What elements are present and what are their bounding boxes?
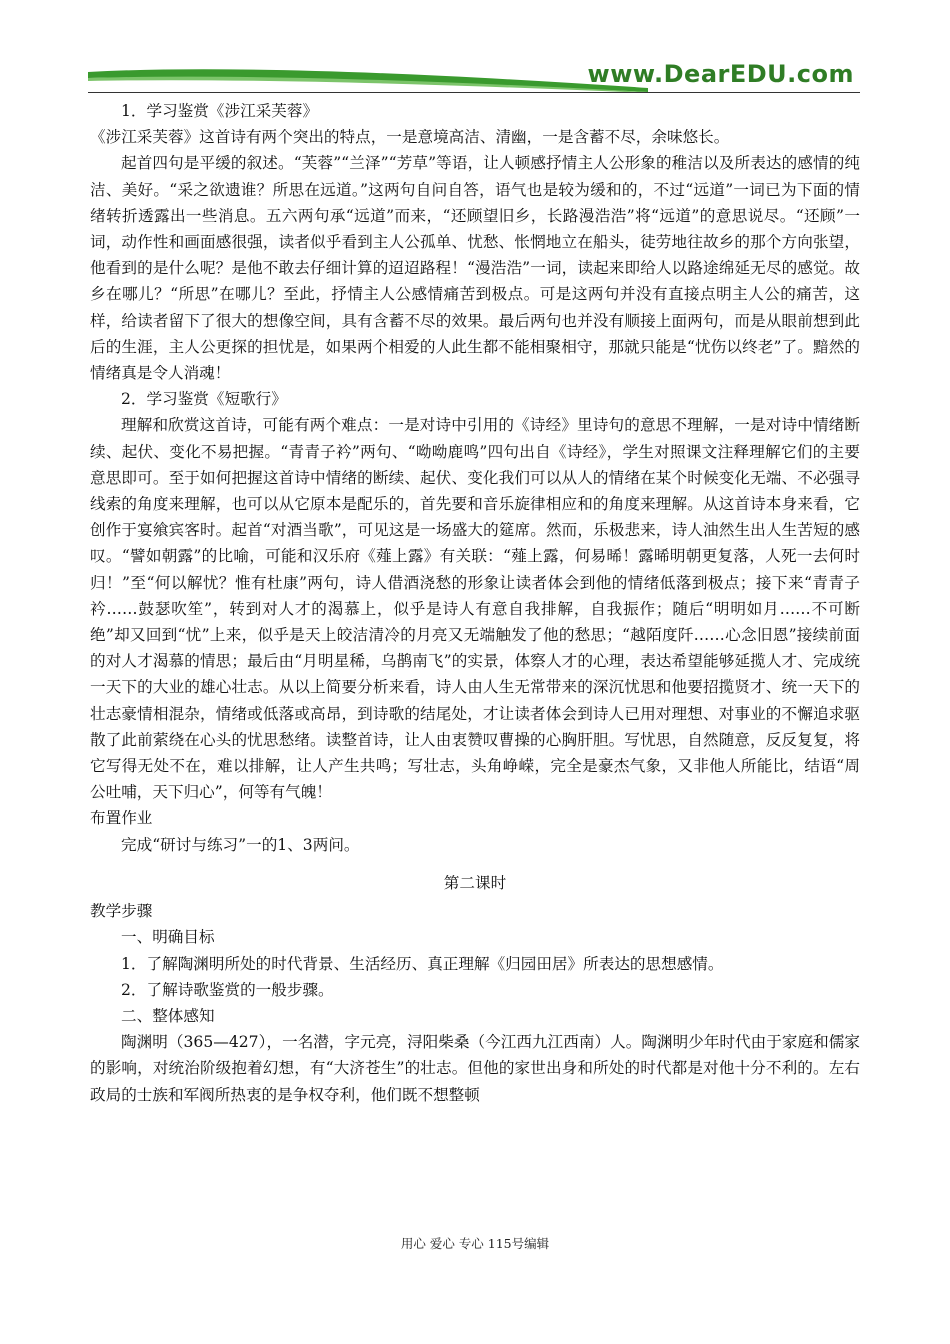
document-body: [90, 98, 860, 1108]
overall-heading: 二、整体感知: [121, 1006, 215, 1025]
section-title-1: 1．学习鉴赏《涉江采芙蓉》: [121, 102, 319, 120]
goal-item: 1．了解陶渊明所处的时代背景、生活经历、真正理解《归园田居》所表达的思想感情。: [121, 954, 724, 973]
paragraph: 理解和欣赏这首诗，可能有两个难点：一是对诗中引用的《诗经》里诗句的意思不理解，一是对诗中情绪断续、起伏、变化不易把握。“青青子衿”两句、“呦呦鹿鸣”四句出自《诗经》，学生对照课文注释理解它们的主要意思即可。至于如何把握这首诗中情绪的断续、起伏、变化我们可以从人的情绪在某个时候变化无端、不必强寻线索的角度来理解，也可以从它原本是配乐的，首先要和音乐旋律相应和的角度来理解。从这首诗本身来看，它创作于宴飨宾客时。起首“对酒当歌”，可见这是一场盛大的筵席。然而，乐极悲来，诗人油然生出人生苦短的感叹。“譬如朝露”的比喻，可能和汉乐府《薤上露》有关联：“薤上露，何易晞！露晞明朝更复落，人死一去何时归！”至“何以解忧？惟有杜康”两句，诗人借酒浇愁的形象让读者体会到他的情绪低落到极点；接下来“青青子衿……鼓瑟吹笙”，转到对人才的渴慕上，似乎是诗人有意自我排解，自我振作；随后“明明如月……不可断绝”却又回到“忧”上来，似乎是天上皎洁清冷的月亮又无端触发了他的愁思；“越陌度阡……心念旧恩”接续前面的对人才渴慕的情思；最后由“月明星稀，乌鹊南飞”的实景，体察人才的心理，表达希望能够延揽人才、完成统一天下的大业的雄心壮志。从以上简要分析来看，诗人由人生无常带来的深沉忧思和他要招揽贤才、统一天下的壮志豪情相混杂，情绪或低落或高昂，到诗歌的结尾处，才让读者体会到诗人已用对理想、对事业的不懈追求驱散了此前萦绕在心头的忧思愁绪。读整首诗，让人由衷赞叹曹操的心胸肝胆。写忧思，自然随意，反反复复，将它写得无处不在，难以排解，让人产生共鸣；写壮志，头角峥嵘，完全是豪杰气象，又非他人所能比，结语“周公吐哺，天下归心”，何等有气魄！: [90, 416, 860, 802]
goal-item: 2．了解诗歌鉴赏的一般步骤。: [121, 980, 334, 999]
homework-text: 完成“研讨与练习”一的1、3两问。: [121, 835, 360, 854]
homework-heading: 布置作业: [90, 809, 153, 828]
paragraph: 陶渊明（365—427），一名潜，字元亮，浔阳柴桑（今江西九江西南）人。陶渊明少年时代由于家庭和儒家的影响，对统治阶级抱着幻想，有“大济苍生”的壮志。但他的家世出身和所处的时代都是对他十分不利的。左右政局的士族和军阀所热衷的是争权夺利，他们既不想整顿: [90, 1033, 860, 1104]
steps-heading: 教学步骤: [90, 902, 153, 921]
header-rule: [88, 92, 860, 93]
site-brand[interactable]: www.DearEDU.com: [587, 60, 854, 88]
green-swoosh-logo: [88, 58, 648, 94]
page-footer: 用心 爱心 专心 115号编辑: [400, 1236, 550, 1251]
section-title-2: 2．学习鉴赏《短歌行》: [121, 390, 287, 409]
paragraph: 起首四句是平缓的叙述。“芙蓉”“兰泽”“芳草”等语，让人顿感抒情主人公形象的稚洁以及所表达的感情的纯洁、美好。“采之欲遗谁？所思在远道。”这两句自问自答，语气也是较为缓和的，不过“远道”一词已为下面的情绪转折透露出一些消息。五六两句承“远道”而来，“还顾望旧乡，长路漫浩浩”将“远道”的意思说尽。“还顾”一词，动作性和画面感很强，读者似乎看到主人公孤单、忧愁、怅惘地立在船头，徒劳地往故乡的那个方向张望，他看到的是什么呢？是他不敢去仔细计算的迢迢路程！“漫浩浩”一词，读起来即给人以路途绵延无尽的感觉。故乡在哪儿？“所思”在哪儿？至此，抒情主人公感情痛苦到极点。可是这两句并没有直接点明主人公的痛苦，这样，给读者留下了很大的想像空间，具有含蓄不尽的效果。最后两句也并没有顺接上面两句，而是从眼前想到此后的生涯，主人公更探的担忧是，如果两个相爱的人此生都不能相聚相守，那就只能是“忧伤以终老”了。黯然的情绪真是令人消魂！: [90, 154, 860, 383]
lesson-heading: 第二课时: [443, 873, 507, 892]
goal-heading: 一、明确目标: [121, 928, 215, 947]
site-header: [88, 58, 860, 98]
paragraph: 《涉江采芙蓉》这首诗有两个突出的特点，一是意境高洁、清幽，一是含蓄不尽，余味悠长。: [90, 128, 730, 147]
